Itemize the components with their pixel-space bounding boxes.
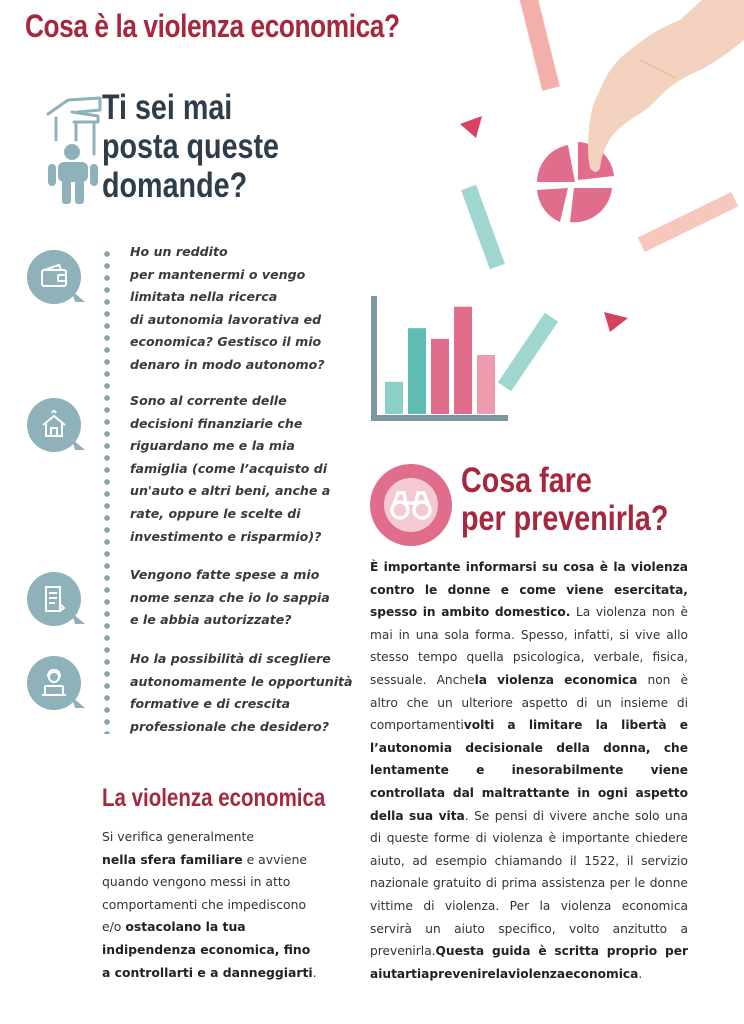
paragraph-line: altro che un ulteriore aspetto di un insieme di	[370, 695, 688, 710]
left-section-paragraph	[102, 826, 317, 984]
bar-chart	[368, 290, 512, 424]
bar-2	[408, 328, 426, 414]
question-3	[130, 564, 370, 632]
paragraph-line: contro le donne e come viene esercitata,	[370, 582, 688, 597]
question-line: decisioni finanziarie che	[130, 415, 303, 431]
question-1	[130, 241, 370, 377]
paragraph-line: stesso tempo quella psicologica, verbale, fisica,	[370, 650, 688, 665]
question-line: rate, oppure le scelte di	[130, 505, 301, 521]
paragraph-line: vittime di violenza. Per la violenza economica	[370, 898, 688, 913]
question-line: famiglia (come l’acquisto di	[130, 460, 328, 476]
question-line: autonomamente le opportunità	[130, 673, 353, 689]
paragraph-line: comportamenti che impediscono	[102, 896, 307, 912]
question-line: nome senza che io lo sappia	[130, 589, 330, 605]
paragraph-line: È importante informarsi su cosa è la violenza	[370, 560, 688, 574]
question-line: per mantenermi o vengo	[130, 266, 306, 282]
bar-5	[477, 355, 495, 414]
house-icon	[27, 398, 81, 452]
questions-heading-line: Ti sei mai	[102, 88, 233, 127]
decor-triangle	[460, 116, 482, 138]
decor-triangle	[604, 312, 628, 332]
question-line: denaro in modo autonomo?	[130, 356, 325, 372]
paragraph-line: comportamentivolti a limitare la libertà e	[370, 718, 688, 733]
left-section-title: La violenza economica	[102, 784, 326, 812]
question-line: Vengono fatte spese a mio	[130, 567, 320, 582]
question-line: Sono al corrente delle	[130, 393, 287, 408]
prevention-paragraph	[370, 556, 688, 985]
paragraph-line: quando vengono messi in atto	[102, 874, 291, 890]
question-4	[130, 648, 370, 738]
dotted-separator	[104, 248, 110, 734]
prevention-heading-line: Cosa fare	[461, 461, 592, 500]
paragraph-line: l’autonomia decisionale della donna, che	[370, 740, 688, 755]
question-line: un'auto e altri beni, anche a	[130, 483, 331, 499]
question-line: limitata nella ricerca	[130, 289, 278, 305]
paragraph-line: della sua vita. Se pensi di vivere anche solo una	[370, 808, 688, 823]
paragraph-line: indipendenza economica, fino	[102, 941, 311, 957]
binoculars-icon	[370, 464, 452, 546]
question-line: riguardano me e la mia	[130, 438, 295, 454]
paragraph-line: nazionale gratuito di prima assistenza per le donne	[370, 876, 688, 891]
paragraph-line: Si verifica generalmente	[102, 829, 255, 844]
paragraph-line: di queste forme di violenza è importante chiedere	[370, 831, 688, 846]
bar-4	[454, 307, 472, 414]
paragraph-line: a controllarti e a danneggiarti.	[102, 964, 317, 980]
paragraph-line: servirà un aiuto specifico, volto anzitutto a	[370, 921, 688, 936]
puppet-hand-icon	[38, 94, 110, 206]
paragraph-line: controllata dal maltrattante in ogni aspetto	[370, 785, 688, 800]
question-line: formative e di crescita	[130, 696, 291, 712]
paragraph-line: aiuto, ad esempio chiamando il 1522, il servizio	[370, 853, 688, 868]
question-line: e le abbia autorizzate?	[130, 612, 292, 628]
prevention-heading-line: per prevenirla?	[461, 499, 669, 538]
bar-1	[385, 382, 403, 414]
question-line: investimento e risparmio)?	[130, 528, 322, 544]
paragraph-line: aiutarti a prevenire la violenza economica.	[370, 966, 643, 981]
questions-heading	[102, 88, 279, 205]
question-line: di autonomia lavorativa ed	[130, 311, 322, 327]
paragraph-line: nella sfera familiare e avviene	[102, 851, 307, 867]
paragraph-line: prevenirla.Questa guida è scritta proprio per	[370, 944, 688, 959]
woman-laptop-icon	[27, 656, 81, 710]
questions-heading-line: posta queste	[102, 127, 280, 166]
pointing-hand-icon	[588, 0, 744, 172]
paragraph-line: lentamente e inesorabilmente viene	[370, 763, 688, 778]
question-line: economica? Gestisco il mio	[130, 334, 322, 350]
question-line: professionale che desidero?	[130, 718, 330, 734]
decor-stick	[518, 0, 560, 91]
question-2	[130, 390, 370, 548]
paragraph-line: spesso in ambito domestico. La violenza non è	[370, 605, 688, 620]
paragraph-line: sessuale. Anchela violenza economica non è	[370, 672, 688, 687]
decor-stick	[461, 185, 505, 269]
decor-stick	[638, 192, 738, 252]
question-line: Ho un reddito	[130, 244, 228, 259]
question-line: Ho la possibilità di scegliere	[130, 651, 331, 666]
wallet-icon	[27, 250, 81, 304]
paragraph-line: e/o ostacolano la tua	[102, 919, 246, 935]
page-title: Cosa è la violenza economica?	[25, 8, 400, 44]
document-icon	[27, 572, 81, 626]
bar-3	[431, 339, 449, 414]
questions-heading-line: domande?	[102, 166, 248, 205]
prevention-heading	[461, 462, 668, 538]
paragraph-line: mai in una sola forma. Spesso, infatti, si vive allo	[370, 627, 688, 642]
